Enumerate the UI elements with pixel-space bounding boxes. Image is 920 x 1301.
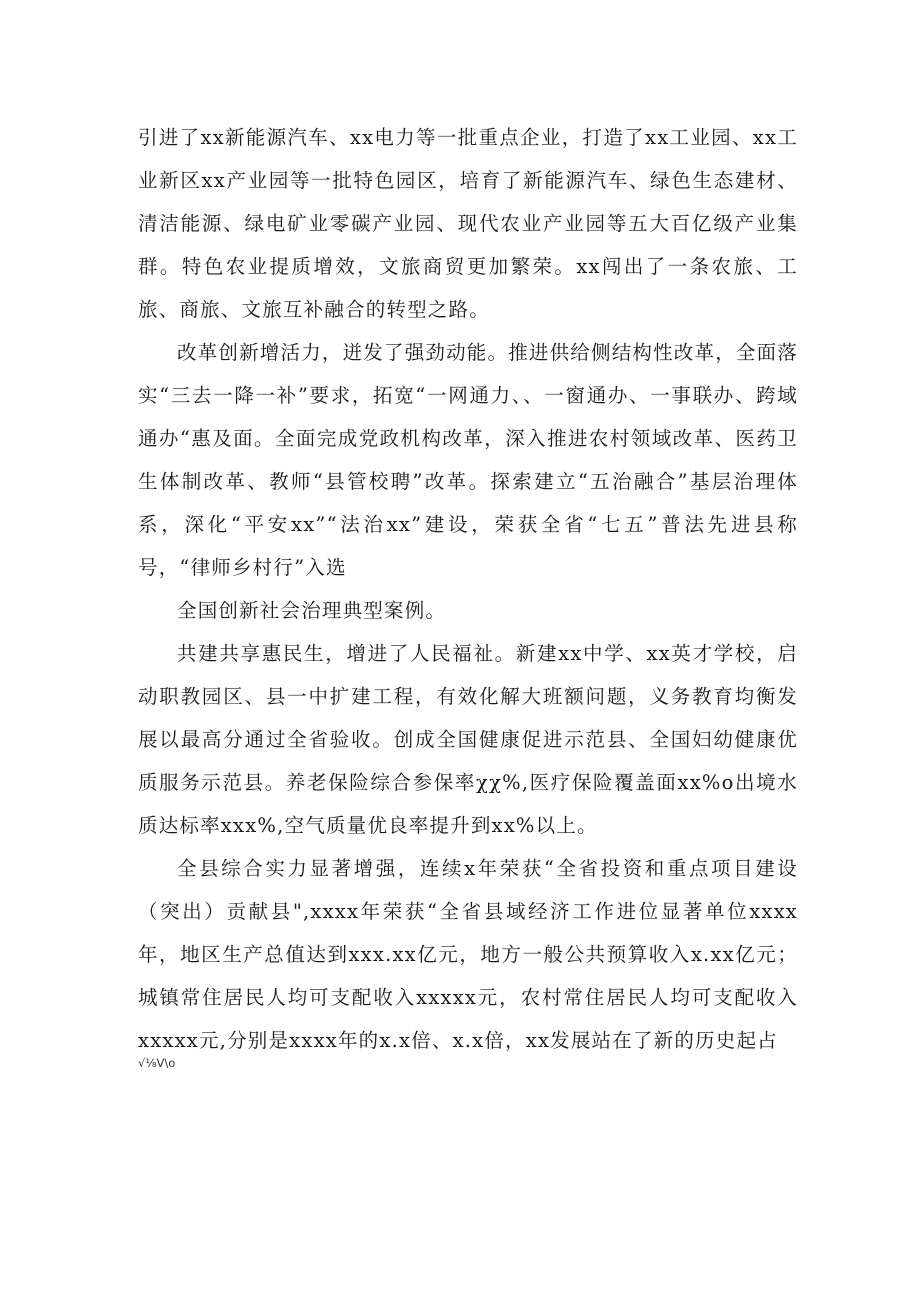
paragraph-livelihood: 共建共享惠民生，增进了人民福祉。新建xx中学、xx英才学校，启动职教园区、县一中扩建工程，有效化解大班额问题，义务教育均衡发展以最高分通过全省验收。创成全国健康促进示范县、全国妇幼健康优质服务示范县。养老保险综合参保率χχ%,医疗保险覆盖面xx%o出境水质达标率xxx%,空气质量优良率提升到xx%以上。 bbox=[138, 642, 798, 837]
ocr-fragment-text: √⅛V\o bbox=[138, 1056, 176, 1070]
document-body bbox=[138, 116, 798, 1070]
paragraph-industry: 引进了xx新能源汽车、xx电力等一批重点企业，打造了xx工业园、xx工业新区xx产业园等一批特色园区，培育了新能源汽车、绿色生态建材、清洁能源、绿电矿业零碳产业园、现代农业产业园等五大百亿级产业集群。特色农业提质增效，文旅商贸更加繁荣。xx闯出了一条农旅、工旅、商旅、文旅互补融合的转型之路。 bbox=[138, 126, 798, 321]
paragraph-reform: 改革创新增活力，迸发了强劲动能。推进供给侧结构性改革，全面落实“三去一降一补”要求，拓宽“一网通力、、一窗通办、一事联办、跨域通办“惠及面。全面完成党政机构改革，深入推进农村领域改革、医药卫生体制改革、教师“县管校聘”改革。探索建立“五治融合”基层治理体系，深化“平安xx”“法治xx”建设，荣获全省“七五”普法先进县称号，“律师乡村行”入选 bbox=[138, 341, 799, 579]
paragraph-governance-case: 全国创新社会治理典型案例。 bbox=[177, 599, 447, 622]
paragraph-strength: 全县综合实力显著增强，连续x年荣获“全省投资和重点项目建设（突出）贡献县",xxxx年荣获“全省县域经济工作进位显著单位xxxx年，地区生产总值达到xxx.xx亿元，地方一般公共预算收入x.xx亿元；城镇常住居民人均可支配收入xxxxx元，农村常住居民人均可支配收入xxxxx元,分别是xxxx年的x.x倍、x.x倍，xx发展站在了新的历史起占 bbox=[138, 857, 798, 1052]
